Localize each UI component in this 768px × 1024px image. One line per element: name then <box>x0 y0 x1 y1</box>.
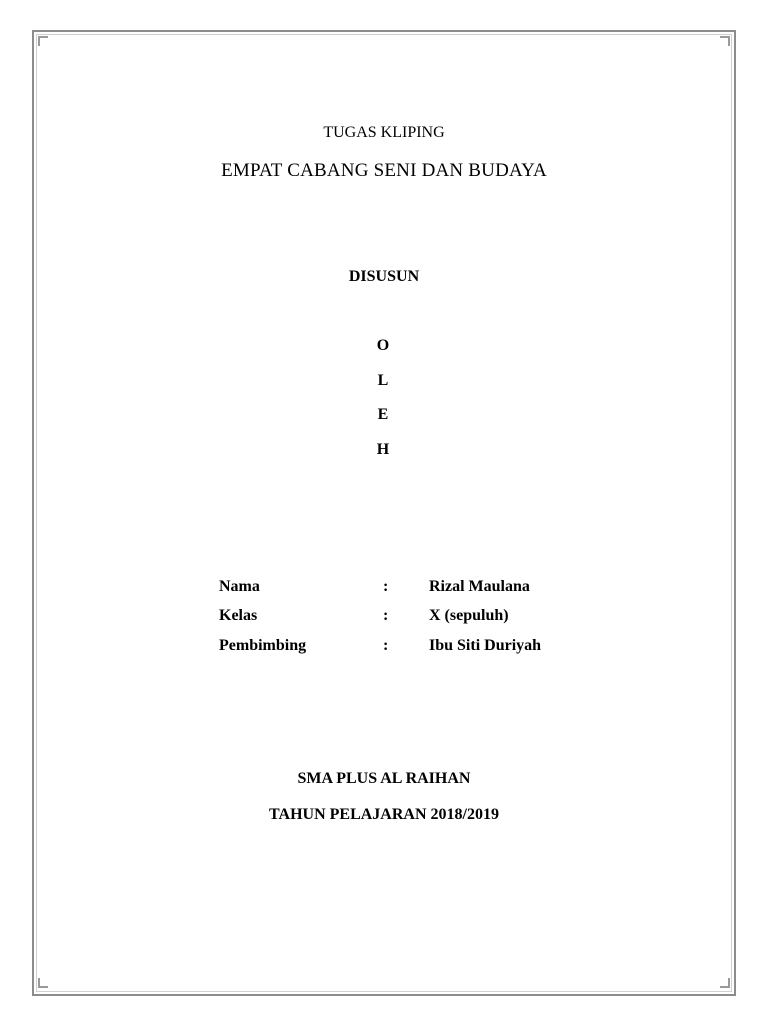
corner-mark-bottom-right <box>720 978 730 988</box>
info-separator: : <box>383 637 389 654</box>
info-label: Nama <box>219 578 260 595</box>
corner-mark-bottom-left <box>38 978 48 988</box>
document-subtitle: TUGAS KLIPING <box>323 124 445 141</box>
compiled-label: DISUSUN <box>348 268 420 285</box>
by-letter: O <box>376 337 390 354</box>
info-label: Kelas <box>219 607 258 624</box>
info-label: Pembimbing <box>219 637 307 654</box>
academic-year: TAHUN PELAJARAN 2018/2019 <box>269 806 499 823</box>
info-row-name <box>0 578 768 602</box>
info-value: Rizal Maulana <box>429 578 530 595</box>
info-row-supervisor <box>0 637 768 661</box>
corner-mark-top-left <box>38 36 48 46</box>
info-separator: : <box>383 578 389 595</box>
info-value: Ibu Siti Duriyah <box>429 637 542 654</box>
info-value: X (sepuluh) <box>429 607 509 624</box>
info-separator: : <box>383 607 389 624</box>
info-row-class <box>0 607 768 631</box>
corner-mark-top-right <box>720 36 730 46</box>
document-title: EMPAT CABANG SENI DAN BUDAYA <box>221 160 547 181</box>
by-letter: L <box>377 372 389 389</box>
school-name: SMA PLUS AL RAIHAN <box>297 770 471 787</box>
by-letter: E <box>377 406 389 423</box>
by-letter: H <box>376 441 390 458</box>
